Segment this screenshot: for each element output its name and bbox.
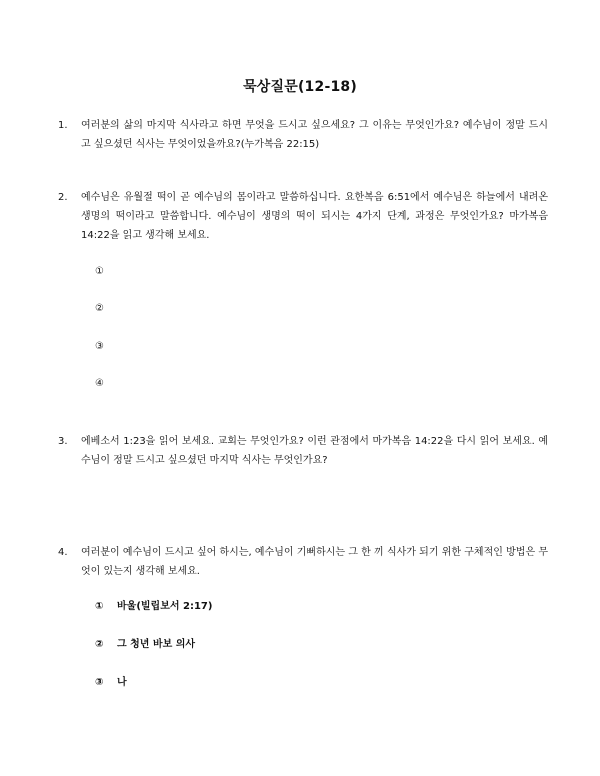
question-4 [58, 543, 548, 581]
question-number: 3. [58, 436, 68, 447]
question-number: 1. [58, 120, 68, 131]
circled-number: ② [95, 639, 104, 650]
question-text: 에베소서 1:23을 읽어 보세요. 교회는 무엇인가요? 이런 관점에서 마가복음 14:22을 다시 읽어 보세요. 예수님이 정말 드시고 싶으셨던 마지막 식사는 무엇인가요? [81, 436, 548, 466]
answer-item-2 [95, 302, 117, 316]
answer-item-2 [95, 638, 195, 652]
circled-number: ① [95, 266, 104, 277]
circled-number: ③ [95, 341, 104, 352]
answer-label: 바울(빌립보서 2:17) [117, 601, 213, 612]
question-number: 4. [58, 547, 68, 558]
question-text: 여러분이 예수님이 드시고 싶어 하시는, 예수님이 기뻐하시는 그 한 끼 식사가 되기 위한 구체적인 방법은 무엇이 있는지 생각해 보세요. [81, 547, 548, 577]
question-1 [58, 116, 548, 154]
question-number: 2. [58, 192, 68, 203]
question-2 [58, 188, 548, 245]
circled-number: ② [95, 303, 104, 314]
answer-item-4 [95, 377, 117, 391]
page-title: 묵상질문(12-18) [243, 79, 357, 95]
question-text: 여러분의 삶의 마지막 식사라고 하면 무엇을 드시고 싶으세요? 그 이유는 무엇인가요? 예수님이 정말 드시고 싶으셨던 식사는 무엇이었을까요?(누가복음 22:15) [81, 120, 548, 150]
answer-item-3 [95, 676, 127, 690]
answer-label: 그 청년 바보 의사 [117, 639, 196, 650]
question-text: 예수님은 유월절 떡이 곧 예수님의 몸이라고 말씀하십니다. 요한복음 6:51에서 예수님은 하늘에서 내려온 생명의 떡이라고 말씀합니다. 예수님이 생명의 떡이 되시는 4가지 단계, 과정은 무엇인가요? 마가복음 14:22을 읽고 생각해 보세요. [81, 192, 548, 241]
circled-number: ③ [95, 677, 104, 688]
circled-number: ④ [95, 378, 104, 389]
answer-label: 나 [117, 677, 127, 688]
question-3 [58, 432, 548, 470]
circled-number: ① [95, 601, 104, 612]
answer-item-1 [95, 265, 117, 279]
answer-item-1 [95, 600, 212, 614]
answer-item-3 [95, 340, 117, 354]
